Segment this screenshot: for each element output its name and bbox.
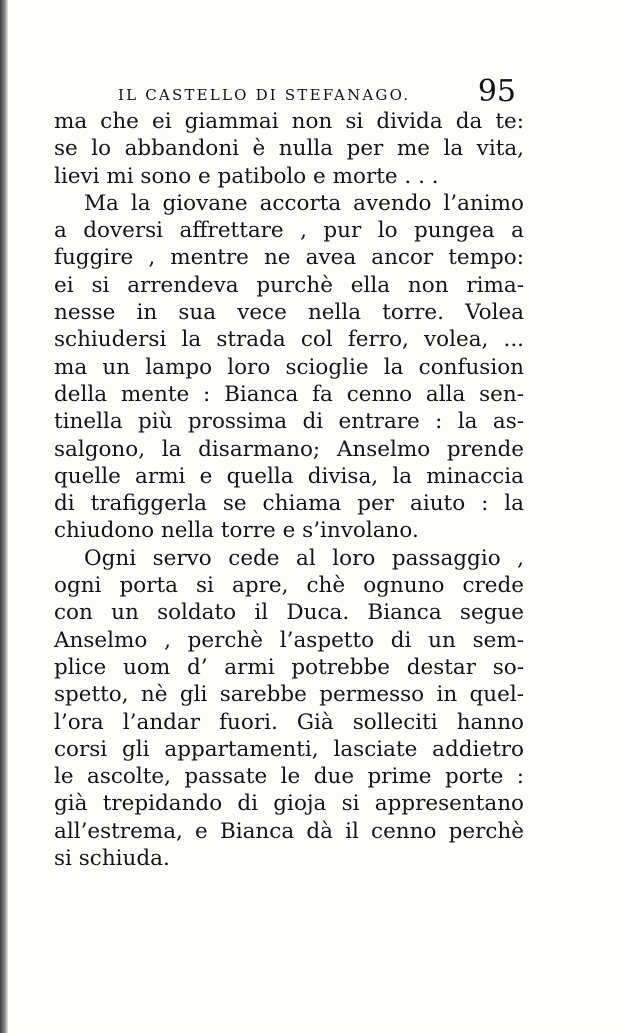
text-line: plice uom d’ armi potrebbe destar so- [54, 654, 524, 680]
text-line: Ma la giovane accorta avendo l’animo [84, 190, 524, 216]
text-line: a doversi affrettare , pur lo pungea a [54, 218, 524, 244]
text-line: ei si arrendeva purchè ella non rima- [54, 272, 524, 298]
text-line: ma che ei giammai non si divida da te: [54, 109, 524, 134]
text-line: fuggire , mentre ne avea ancor tempo: [54, 245, 524, 271]
text-line: all’estrema, e Bianca dà il cenno perchè [54, 818, 524, 844]
text-line: già trepidando di gioja si appresentano [54, 791, 524, 817]
text-line: se lo abbandoni è nulla per me la vita, [54, 136, 524, 162]
text-line: l’ora l’andar fuori. Già solleciti hanno [54, 709, 524, 735]
text-line: Ogni servo cede al loro passaggio , [84, 545, 524, 571]
body-text [54, 108, 524, 872]
text-line: corsi gli appartamenti, lasciate addietro [54, 736, 524, 762]
text-line: salgono, la disarmano; Anselmo prende [54, 436, 524, 462]
running-head: IL CASTELLO DI STEFANAGO. [118, 86, 411, 104]
text-line: lievi mi sono e patibolo e morte . . . [54, 163, 439, 189]
text-line: spetto, nè gli sarebbe permesso in quel- [54, 682, 524, 708]
text-line: le ascolte, passate le due prime porte : [54, 764, 524, 790]
text-line: quelle armi e quella divisa, la minaccia [54, 463, 524, 489]
text-line: nesse in sua vece nella torre. Volea [54, 300, 524, 326]
text-line: chiudono nella torre e s’involano. [54, 518, 419, 544]
page-spine-edge [0, 0, 8, 1033]
page-header [118, 76, 518, 110]
text-line: tinella più prossima di entrare : la as- [54, 409, 524, 435]
text-line: schiudersi la strada col ferro, volea, ... [54, 327, 524, 353]
text-line: si schiuda. [54, 846, 170, 872]
text-line: della mente : Bianca fa cenno alla sen- [54, 381, 524, 407]
text-line: con un soldato il Duca. Bianca segue [54, 600, 524, 626]
text-line: ogni porta si apre, chè ognuno crede [54, 573, 524, 599]
text-line: ma un lampo loro scioglie la confusion [54, 354, 524, 380]
text-line: Anselmo , perchè l’aspetto di un sem- [54, 627, 524, 653]
text-line: di trafiggerla se chiama per aiuto : la [54, 491, 524, 517]
page-number: 95 [477, 74, 516, 109]
